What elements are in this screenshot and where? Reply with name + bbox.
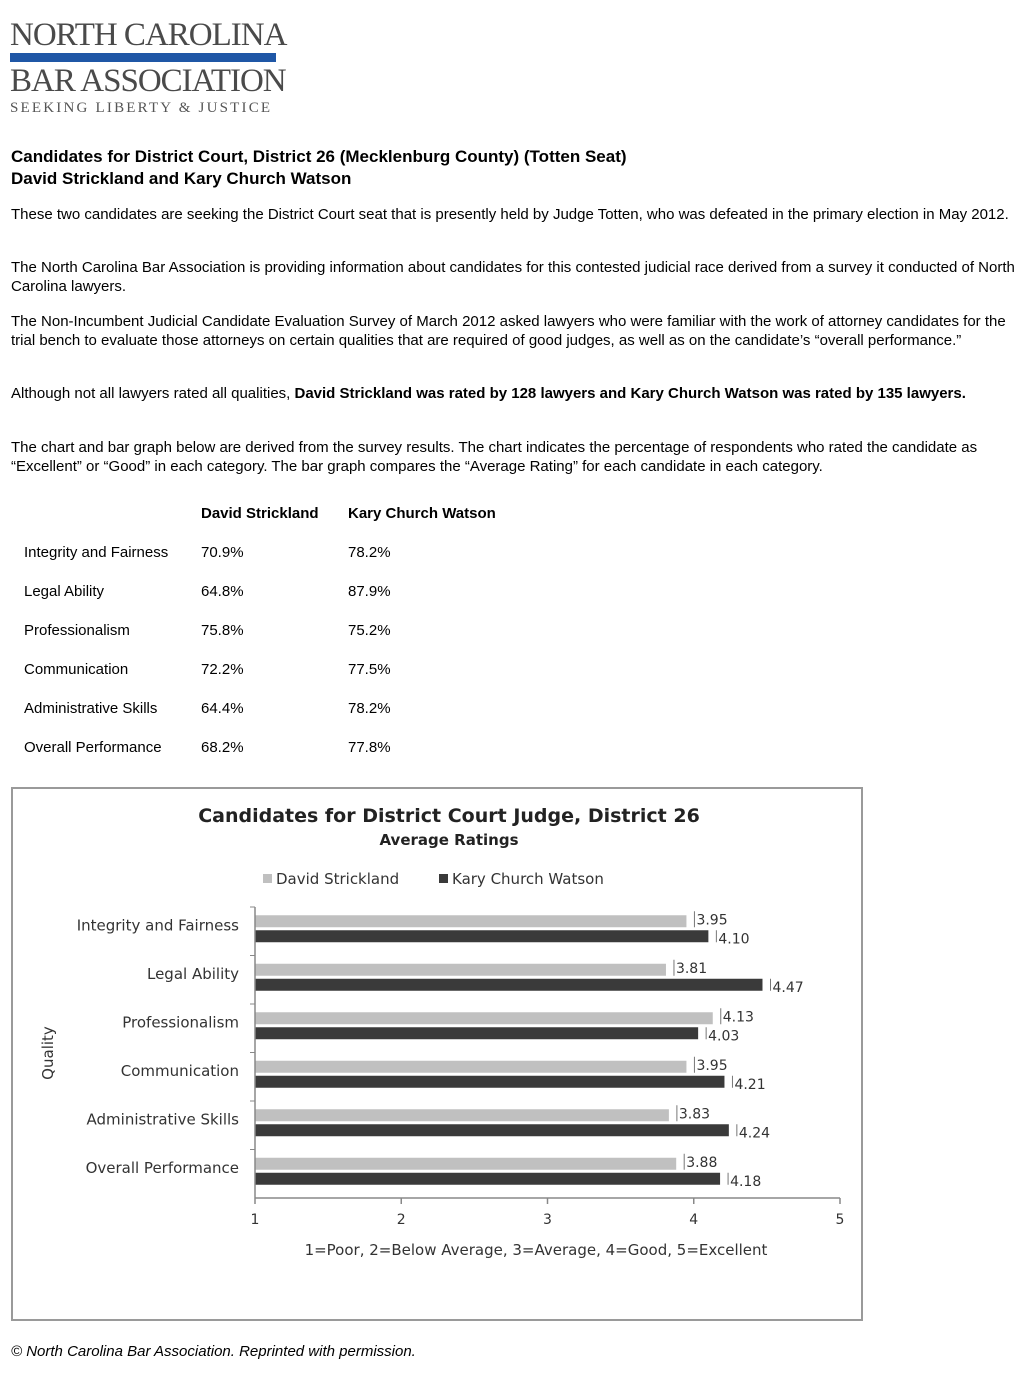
chart-subtitle: Average Ratings xyxy=(379,831,519,849)
watson-percent: 77.5% xyxy=(348,661,391,678)
bar-strickland xyxy=(255,1012,713,1024)
data-label-strickland: 3.88 xyxy=(686,1154,718,1171)
data-label-watson: 4.24 xyxy=(738,1125,771,1142)
legend-label-0: David Strickland xyxy=(276,870,400,888)
bar-watson xyxy=(255,930,708,942)
category-label: Communication xyxy=(120,1061,239,1080)
data-label-strickland: 3.83 xyxy=(678,1106,711,1123)
quality-label: Integrity and Fairness xyxy=(24,544,169,561)
chart-svg xyxy=(13,789,861,1319)
bar-strickland xyxy=(255,1109,669,1121)
paragraph-respondents xyxy=(11,384,1016,403)
quality-label: Legal Ability xyxy=(24,583,105,600)
data-label-strickland: 3.95 xyxy=(696,912,728,929)
paragraph-intro: These two candidates are seeking the District Court seat that is presently held by Judge Totten, who was defeated in the primary election in May 2012. xyxy=(11,206,1009,223)
x-tick-label: 3 xyxy=(543,1212,552,1228)
chart-title: Candidates for District Court Judge, District 26 xyxy=(198,805,700,827)
paragraph-source: The North Carolina Bar Association is providing information about candidates for this contested judicial race derived from a survey it conducted of North Carolina lawyers. xyxy=(11,259,1015,295)
data-label-watson: 4.18 xyxy=(730,1173,762,1190)
respondents-counts: David Strickland was rated by 128 lawyers and Kary Church Watson was rated by 135 lawyers. xyxy=(294,385,966,402)
x-axis-label: 1=Poor, 2=Below Average, 3=Average, 4=Good, 5=Excellent xyxy=(304,1241,768,1259)
watson-percent: 78.2% xyxy=(348,700,391,717)
x-tick-label: 4 xyxy=(689,1212,699,1228)
strickland-percent: 70.9% xyxy=(201,544,244,561)
data-label-watson: 4.10 xyxy=(718,931,750,948)
watson-percent: 78.2% xyxy=(348,544,391,561)
strickland-percent: 75.8% xyxy=(201,622,244,639)
quality-label: Overall Performance xyxy=(24,739,162,756)
legend-swatch-0 xyxy=(263,874,272,883)
paragraph-chart-explainer: The chart and bar graph below are derived from the survey results. The chart indicates the percentage of respondents who rated the candidate as “Excellent” or “Good” in each category. The bar graph compares the “Average Rating” for each candidate in each category. xyxy=(11,439,978,475)
x-tick-label: 1 xyxy=(250,1212,260,1228)
average-ratings-chart xyxy=(11,787,863,1321)
respondents-prefix: Although not all lawyers rated all qualities, xyxy=(11,385,295,402)
heading-line-1: Candidates for District Court, District 26 (Mecklenburg County) (Totten Seat) xyxy=(11,147,627,166)
legend-swatch-1 xyxy=(439,874,448,883)
bar-watson xyxy=(255,1027,698,1039)
bar-watson xyxy=(255,1173,720,1185)
nc-bar-logo xyxy=(10,17,287,117)
category-label: Administrative Skills xyxy=(86,1110,239,1129)
strickland-percent: 68.2% xyxy=(201,739,244,756)
heading-line-2: David Strickland and Kary Church Watson xyxy=(11,169,352,188)
bar-strickland xyxy=(255,964,666,976)
copyright-notice: © North Carolina Bar Association. Reprinted with permission. xyxy=(11,1343,416,1360)
quality-label: Professionalism xyxy=(24,622,130,639)
watson-percent: 75.2% xyxy=(348,622,391,639)
quality-label: Communication xyxy=(24,661,129,678)
logo-tagline: SEEKING LIBERTY & JUSTICE xyxy=(10,100,273,116)
data-label-watson: 4.03 xyxy=(708,1028,740,1045)
category-label: Professionalism xyxy=(122,1013,239,1032)
header-david-strickland: David Strickland xyxy=(201,505,319,522)
data-label-watson: 4.47 xyxy=(772,979,804,996)
legend-label-1: Kary Church Watson xyxy=(452,870,604,888)
page-heading xyxy=(11,146,627,190)
quality-label: Administrative Skills xyxy=(24,700,158,717)
bar-strickland xyxy=(255,1061,686,1073)
paragraph-survey: The Non-Incumbent Judicial Candidate Evaluation Survey of March 2012 asked lawyers who were familiar with the work of attorney candidates for the trial bench to evaluate those attorneys on certain qualities that are required of good judges, as well as on the candidate’s “overall performance.” xyxy=(11,313,1006,349)
logo-line-1: NORTH CAROLINA xyxy=(10,17,287,53)
bar-watson xyxy=(255,1076,724,1088)
bar-strickland xyxy=(255,915,686,927)
y-axis-label: Quality xyxy=(39,1026,57,1080)
watson-percent: 77.8% xyxy=(348,739,391,756)
data-label-strickland: 3.81 xyxy=(675,960,708,977)
category-label: Legal Ability xyxy=(146,964,239,983)
data-label-watson: 4.21 xyxy=(734,1076,766,1093)
strickland-percent: 64.8% xyxy=(201,583,244,600)
data-label-strickland: 4.13 xyxy=(722,1009,754,1026)
x-tick-label: 5 xyxy=(835,1212,845,1228)
strickland-percent: 72.2% xyxy=(201,661,244,678)
category-label: Integrity and Fairness xyxy=(76,916,239,935)
category-label: Overall Performance xyxy=(85,1158,239,1177)
bar-watson xyxy=(255,979,762,991)
bar-watson xyxy=(255,1124,729,1136)
header-kary-church-watson: Kary Church Watson xyxy=(348,505,496,522)
strickland-percent: 64.4% xyxy=(201,700,244,717)
bar-strickland xyxy=(255,1158,676,1170)
watson-percent: 87.9% xyxy=(348,583,391,600)
data-label-strickland: 3.95 xyxy=(696,1057,728,1074)
x-tick-label: 2 xyxy=(396,1212,406,1228)
logo-rule xyxy=(10,53,276,62)
logo-line-2: BAR ASSOCIATION xyxy=(10,63,286,99)
